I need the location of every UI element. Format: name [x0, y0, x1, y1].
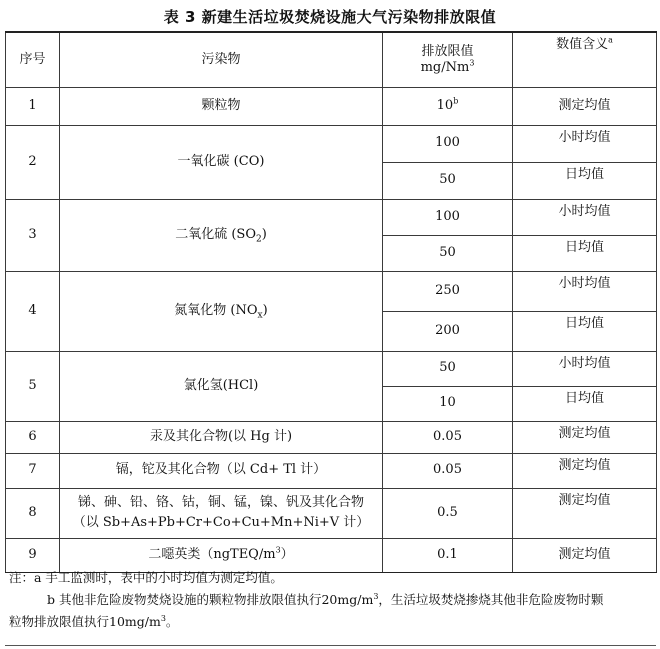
row-meaning: 测定均值 [513, 488, 657, 538]
header-limit [383, 32, 513, 87]
row-meaning: 小时均值 [513, 199, 657, 235]
row-meaning: 日均值 [513, 162, 657, 199]
row-value: 10 [383, 386, 513, 421]
table-row [6, 421, 657, 453]
row-value: 50 [383, 351, 513, 386]
row-seq: 4 [6, 271, 60, 351]
note-b-line1: b 其他非危险废物焚烧设施的颗粒物排放限值执行$20mg/m^3$，生活垃圾焚烧掺烧其他非危险废物时颗 [47, 591, 604, 607]
header-seq: 序号 [6, 32, 60, 87]
header-limit-label: 排放限值 [421, 43, 474, 59]
table-row [6, 87, 657, 125]
row-meaning: 日均值 [513, 386, 657, 421]
row-seq: 8 [6, 488, 60, 538]
row-value: 100 [383, 125, 513, 162]
row-seq: 9 [6, 538, 60, 572]
row-value: 250 [383, 271, 513, 311]
row-pollutant: 镉，铊及其化合物（以 Cd+ Tl 计） [60, 453, 383, 488]
row-meaning: 测定均值 [513, 87, 657, 125]
table-row [6, 351, 657, 386]
row-meaning: 测定均值 [513, 538, 657, 572]
row-seq: 2 [6, 125, 60, 199]
row-value: 100 [383, 199, 513, 235]
row-seq: 7 [6, 453, 60, 488]
row-pollutant: 二氧化硫 $(SO_2)$ [60, 199, 383, 271]
row-pollutant: 锑、砷、铅、铬、钴，铜、锰，镍、钒及其化合物 （以 Sb+As+Pb+Cr+Co+Cu+Mn+Ni+V 计） [60, 488, 383, 538]
row-seq: 1 [6, 87, 60, 125]
header-meaning: 数值含义$^a$ [513, 32, 657, 87]
row-value: 200 [383, 311, 513, 351]
row-pollutant: 二噁英类$(ngTEQ/m^3)$ [60, 538, 383, 572]
table-row [6, 125, 657, 162]
table-row [6, 453, 657, 488]
row-value: 0.5 [383, 488, 513, 538]
row-value: 0.05 [383, 421, 513, 453]
row-meaning: 小时均值 [513, 351, 657, 386]
table-notes [5, 567, 656, 646]
row-meaning: 测定均值 [513, 421, 657, 453]
note-b-line2: 粒物排放限值执行$10mg/m^3$。 [9, 613, 179, 629]
note-a: 注：a 手工监测时，表中的小时均值为测定均值。 [9, 570, 283, 585]
row-pollutant: 颗粒物 [60, 87, 383, 125]
row-pollutant: 汞及其化合物(以 Hg 计) [60, 421, 383, 453]
row-value: 50 [383, 235, 513, 271]
header-limit-unit: mg/Nm$^3$ [420, 58, 475, 75]
row-value: 0.05 [383, 453, 513, 488]
row-meaning: 小时均值 [513, 271, 657, 311]
row-meaning: 日均值 [513, 311, 657, 351]
table-header-row [6, 32, 657, 87]
row-value: 10$^b$ [383, 87, 513, 125]
header-pollutant: 污染物 [60, 32, 383, 87]
row-meaning: 小时均值 [513, 125, 657, 162]
row-seq: 5 [6, 351, 60, 421]
row-pollutant: 氮氧化物 $(NO_x)$ [60, 271, 383, 351]
row-seq: 6 [6, 421, 60, 453]
row-seq: 3 [6, 199, 60, 271]
row-meaning: 日均值 [513, 235, 657, 271]
row-meaning: 测定均值 [513, 453, 657, 488]
emission-limits-table [5, 31, 657, 573]
row-pollutant: 一氧化碳 (CO) [60, 125, 383, 199]
table-title: 表 3 新建生活垃圾焚烧设施大气污染物排放限值 [163, 8, 497, 26]
row-pollutant: 氯化氢(HCl) [60, 351, 383, 421]
table-row [6, 488, 657, 538]
row-value: 0.1 [383, 538, 513, 572]
row-value: 50 [383, 162, 513, 199]
table-row [6, 271, 657, 311]
table-row [6, 199, 657, 235]
